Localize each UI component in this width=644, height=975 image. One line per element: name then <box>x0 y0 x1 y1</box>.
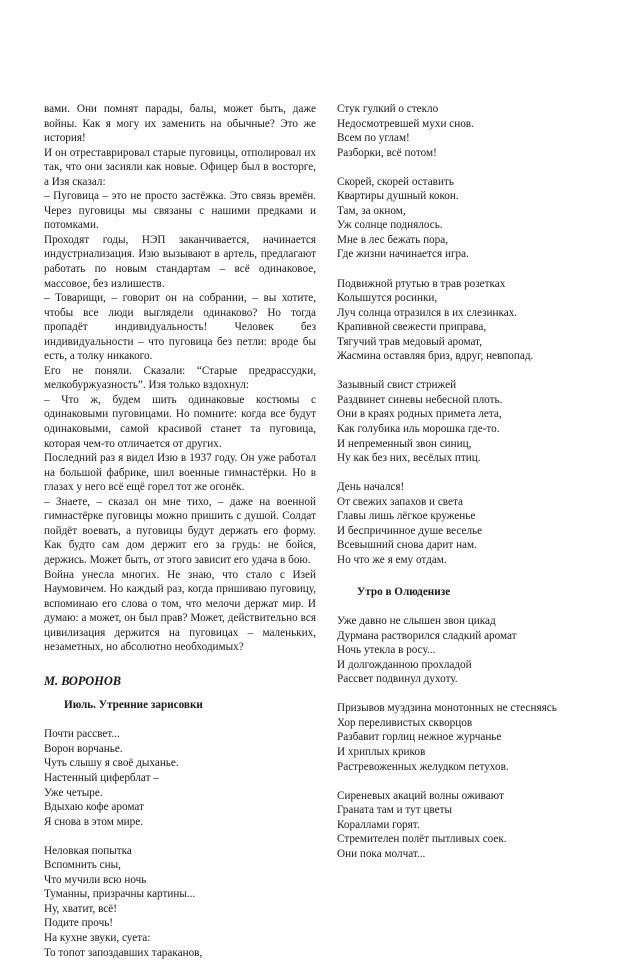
poem-stanza <box>44 844 316 960</box>
poem-line: Ну, хватит, всё! <box>44 902 117 915</box>
poem-line: Квартиры душный кокон. <box>337 190 459 203</box>
poem-line: Кораллами горят. <box>337 818 420 831</box>
poem-stanza <box>337 175 617 262</box>
poem-line: Рассвет подвинул духоту. <box>337 673 458 686</box>
poem-line: Главы лишь лёгкое круженье <box>337 510 476 523</box>
poem-stanza <box>337 277 617 364</box>
poem-line: Недосмотревшей мухи снов. <box>337 117 474 130</box>
poem-line: Всем по углам! <box>337 132 410 145</box>
prose-paragraph: вами. Они помнят парады, балы, может быть, даже войны. Как я могу их заменить на обычные? Это же история! <box>44 103 316 145</box>
poem-title: Утро в Олюденизе <box>357 585 451 598</box>
poem-line: Они в краях родных примета лета, <box>337 408 502 421</box>
poem-line: Растревоженных желудком петухов. <box>337 760 509 773</box>
poem-line: Сиреневых акаций волны оживают <box>337 789 504 802</box>
poem-line: Мне в лес бежать пора, <box>337 233 449 246</box>
poem-line: Стук гулкий о стекло <box>337 103 439 115</box>
poem-line: Граната там и тут цветы <box>337 804 453 817</box>
poem-line: Призывов муэдзина монотонных не стесняясь <box>337 702 557 715</box>
poem-line: Туманны, призрачны картины... <box>44 888 196 901</box>
poem-line: Уже давно не слышен звон цикад <box>337 615 496 628</box>
poem-line: Крапивной свежести приправа, <box>337 321 487 334</box>
poem-line: Жасмина оставляя бриз, вдруг, невпопад. <box>337 350 534 363</box>
prose-paragraph: Последний раз я видел Изю в 1937 году. Он уже работал на большой фабрике, шил военные гимнастёрки. Но в глазах у него всё ещё горел тот же огонёк. <box>44 452 316 494</box>
poem-stanza <box>337 614 617 687</box>
poem-line: Чуть слышу я своё дыханье. <box>44 757 179 770</box>
poem-line: Разбавит горлиц нежное журчанье <box>337 731 502 744</box>
poem-line: На кухне звуки, суета: <box>44 931 151 944</box>
poem-line: День начался! <box>337 481 405 494</box>
prose-paragraph: Его не поняли. Сказали: “Старые предрассудки, мелкобуржуазность”. Изя только вздохнул: <box>44 364 316 392</box>
poem-line: Почти рассвет... <box>44 728 120 741</box>
poem-line: Колышутся росинки, <box>337 292 438 305</box>
prose-paragraph: – Что ж, будем шить одинаковые костюмы с одинаковыми пуговицами. Но помните: когда все будут одинаковыми, самой красивой станет та пуговица, которая чем-то отличается от других. <box>44 393 316 450</box>
poem-line: Неловкая попытка <box>44 844 132 857</box>
poem-line: И непременный звон синиц, <box>337 437 472 450</box>
poem-line: Вдыхаю кофе аромат <box>44 801 144 814</box>
poem-line: Разборки, всё потом! <box>337 146 437 159</box>
poem-line: Подите прочь! <box>44 917 114 930</box>
poem-line: Но что же я ему отдам. <box>337 553 447 566</box>
poem-line: Раздвинет синевы небесной плоть. <box>337 393 503 406</box>
poem-stanza <box>337 789 617 862</box>
poem-line: От свежих запахов и света <box>337 495 463 508</box>
left-column <box>44 102 316 975</box>
poem-line: Тягучий трав медовый аромат, <box>337 335 483 348</box>
poem-stanza <box>337 102 617 160</box>
prose-paragraph: – Знаете, – сказал он мне тихо, – даже на военной гимнастёрке пуговицы можно пришить с душой. Солдат пойдёт воевать, а пуговицы будут держать его форму. Как будто сам дом держит его за грудь: не бойся, держись. Может быть, от этого зависит его удача в бою. <box>44 495 316 566</box>
prose-paragraph: – Товарищи, – говорит он на собрании, – вы хотите, чтобы все люди выглядели одинаково? Но тогда пропадёт индивидуальность! Человек без индивидуальности – что пуговица без петли: вроде бы есть, а толку никакого. <box>44 292 316 363</box>
poem-line: Стремителен полёт пытливых соек. <box>337 833 507 846</box>
poem-line: Уже четыре. <box>44 786 103 799</box>
poem-line: Уж солнце поднялось. <box>337 219 443 232</box>
right-column <box>337 102 617 876</box>
poem-line: Ночь утекла в росу... <box>337 644 436 657</box>
poem-line: И долгожданною прохладой <box>337 658 472 671</box>
poem-line: Дурмана растворился сладкий аромат <box>337 629 517 642</box>
poem-stanza <box>337 480 617 567</box>
poem-line: И беспричинное душе веселье <box>337 524 483 537</box>
poem-line: Подвижной ртутью в трав розетках <box>337 277 506 290</box>
poem-line: Ворон ворчанье. <box>44 742 123 755</box>
poem-line: Где жизни начинается игра. <box>337 248 469 261</box>
poem-line: Всевышний снова дарит нам. <box>337 539 477 552</box>
poem-line: Как голубика иль морошка где-то. <box>337 423 500 436</box>
poem-line: Настенный циферблат – <box>44 771 159 784</box>
poem-line: Они пока молчат... <box>337 847 426 860</box>
poem-line: Хор переливистых скворцов <box>337 716 473 729</box>
poem-line: Я снова в этом мире. <box>44 815 144 828</box>
poem-line: Что мучили всю ночь <box>44 873 147 886</box>
prose-paragraph: И он отреставрировал старые пуговицы, отполировал их так, что они засияли как новые. Офицер был в восторге, а Изя сказал: <box>44 146 316 188</box>
poem-line: Вспомнить сны, <box>44 859 121 872</box>
prose-paragraph: Проходят годы, НЭП заканчивается, начинается индустриализация. Изю вызывают в артель, предлагают работать по новым стандартам – всё одинаковое, массовое, без излишеств. <box>44 233 316 290</box>
prose-paragraph: Война унесла многих. Не знаю, что стало с Изей Наумовичем. Но каждый раз, когда пришиваю пуговицу, вспоминаю его слова о том, что мелочи держат мир. И думаю: а может, он был прав? Может, действительно вся цивилизация держится на пуговицах – маленьких, незаметных, но абсолютно необходимых? <box>44 568 316 654</box>
poem-stanza <box>337 378 617 465</box>
poem-line: Зазывный свист стрижей <box>337 379 457 392</box>
poem-stanza <box>44 727 316 829</box>
prose-paragraph: – Пуговица – это не просто застёжка. Это связь времён. Через пуговицы мы связаны с нашими предками и потомками. <box>44 190 316 232</box>
poem-line: То топот запоздавших тараканов, <box>44 946 203 959</box>
poem-line: Луч солнца отразился в их слезинках. <box>337 306 518 319</box>
poem-line: Там, за окном, <box>337 204 406 217</box>
poem-line: И хриплых криков <box>337 745 426 758</box>
poem-stanza <box>337 701 617 774</box>
poem-title: Июль. Утренние зарисовки <box>64 698 203 711</box>
author-heading: М. ВОРОНОВ <box>44 673 122 688</box>
poem-line: Ну как без них, весёлых птиц. <box>337 452 481 465</box>
poem-line: Скорей, скорей оставить <box>337 175 454 188</box>
